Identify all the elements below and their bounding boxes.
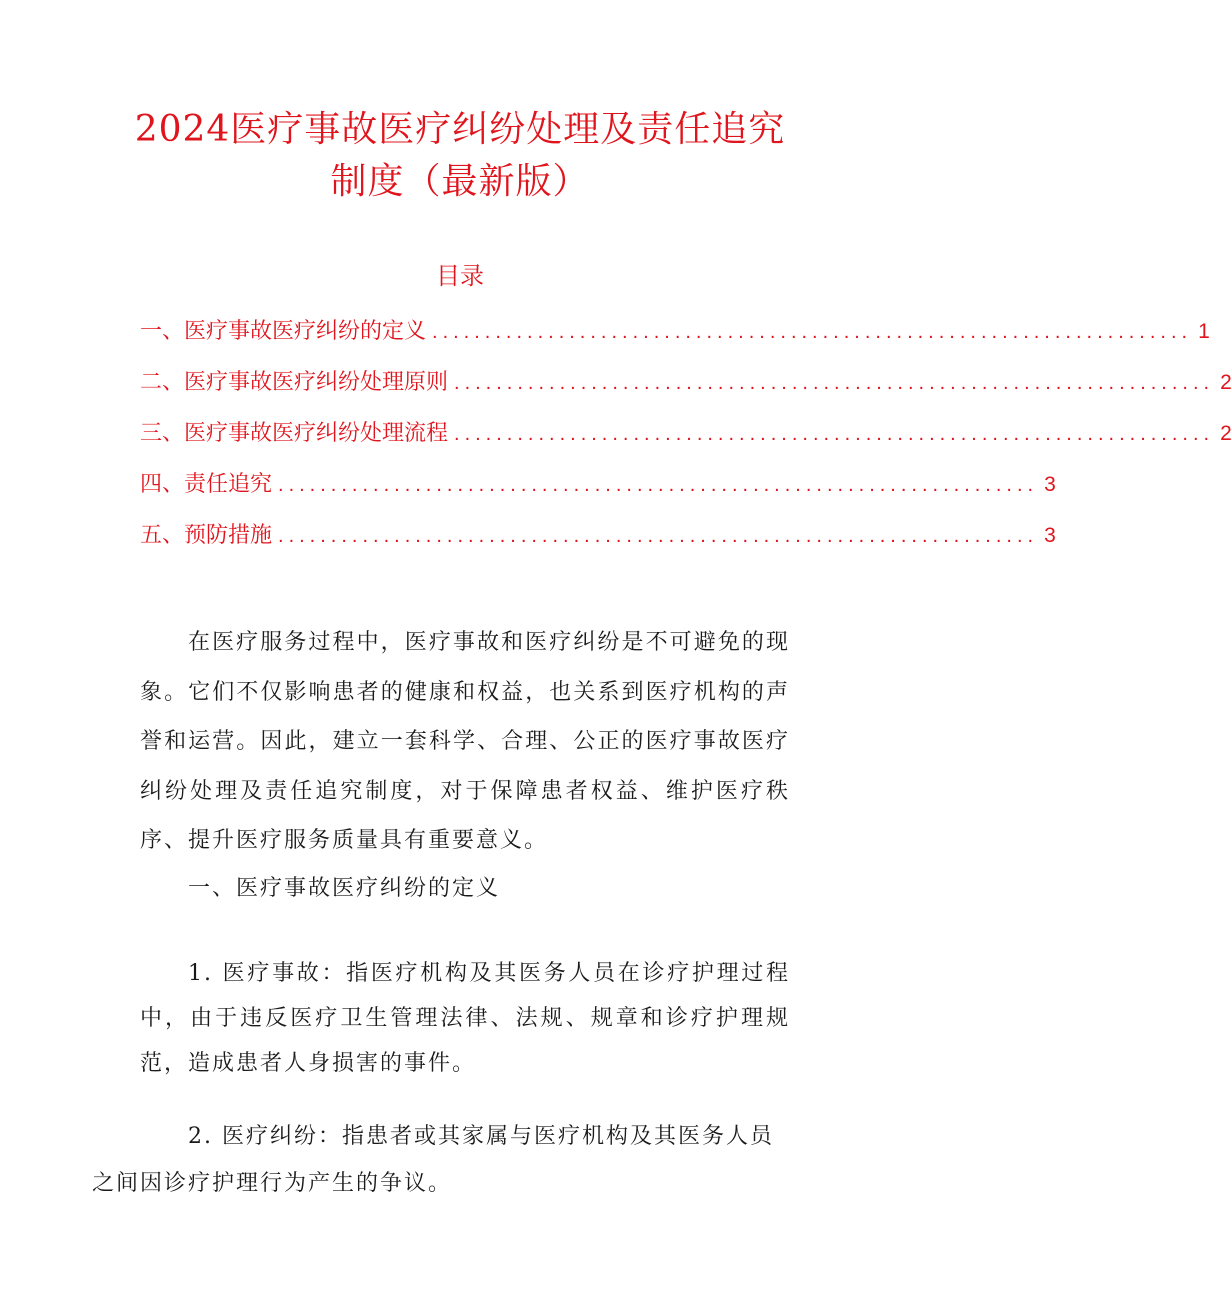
toc-entry-page: 3	[1044, 473, 1056, 496]
definition-medical-dispute	[92, 1113, 790, 1207]
toc-entry-page: 3	[1044, 524, 1056, 547]
toc-entry-3[interactable]	[140, 408, 1232, 459]
toc-leader-dots: ........................................................................	[278, 525, 1039, 547]
toc-leader-dots: ........................................................................	[454, 423, 1215, 445]
toc-entry-page: 2	[1220, 422, 1232, 445]
document-title-line2: 制度（最新版）	[330, 161, 590, 202]
definition-medical-dispute-line1: 2. 医疗纠纷：指患者或其家属与医疗机构及其医务人员	[188, 1124, 774, 1149]
toc-heading: 目录	[436, 262, 484, 290]
toc-entry-1[interactable]	[140, 306, 1210, 357]
document-title-line1: 2024医疗事故医疗纠纷处理及责任追究	[134, 109, 786, 150]
toc-leader-dots: ........................................................................	[454, 372, 1215, 394]
section-heading-definitions: 一、医疗事故医疗纠纷的定义	[188, 876, 501, 901]
toc-entry-2[interactable]	[140, 357, 1232, 408]
toc-entry-5[interactable]	[140, 510, 1056, 561]
intro-paragraph: 在医疗服务过程中，医疗事故和医疗纠纷是不可避免的现象。它们不仅影响患者的健康和权益，也关系到医疗机构的声誉和运营。因此，建立一套科学、合理、公正的医疗事故医疗纠纷处理及责任追究制度，对于保障患者权益、维护医疗秩序、提升医疗服务质量具有重要意义。	[140, 630, 790, 853]
toc-entry-label: 五、预防措施	[140, 523, 273, 548]
table-of-contents	[140, 306, 1232, 561]
toc-leader-dots: ........................................................................	[432, 321, 1193, 343]
toc-entry-label: 一、医疗事故医疗纠纷的定义	[140, 319, 427, 344]
toc-leader-dots: ........................................................................	[278, 474, 1039, 496]
toc-entry-4[interactable]	[140, 459, 1056, 510]
toc-entry-page: 2	[1220, 371, 1232, 394]
definition-medical-dispute-line2: 之间因诊疗护理行为产生的争议。	[92, 1171, 453, 1196]
toc-entry-label: 四、责任追究	[140, 472, 273, 497]
toc-entry-label: 二、医疗事故医疗纠纷处理原则	[140, 370, 449, 395]
definition-medical-accident: 1. 医疗事故：指医疗机构及其医务人员在诊疗护理过程中，由于违反医疗卫生管理法律、法规、规章和诊疗护理规范，造成患者人身损害的事件。	[140, 961, 790, 1076]
toc-entry-page: 1	[1198, 320, 1210, 343]
toc-entry-label: 三、医疗事故医疗纠纷处理流程	[140, 421, 449, 446]
